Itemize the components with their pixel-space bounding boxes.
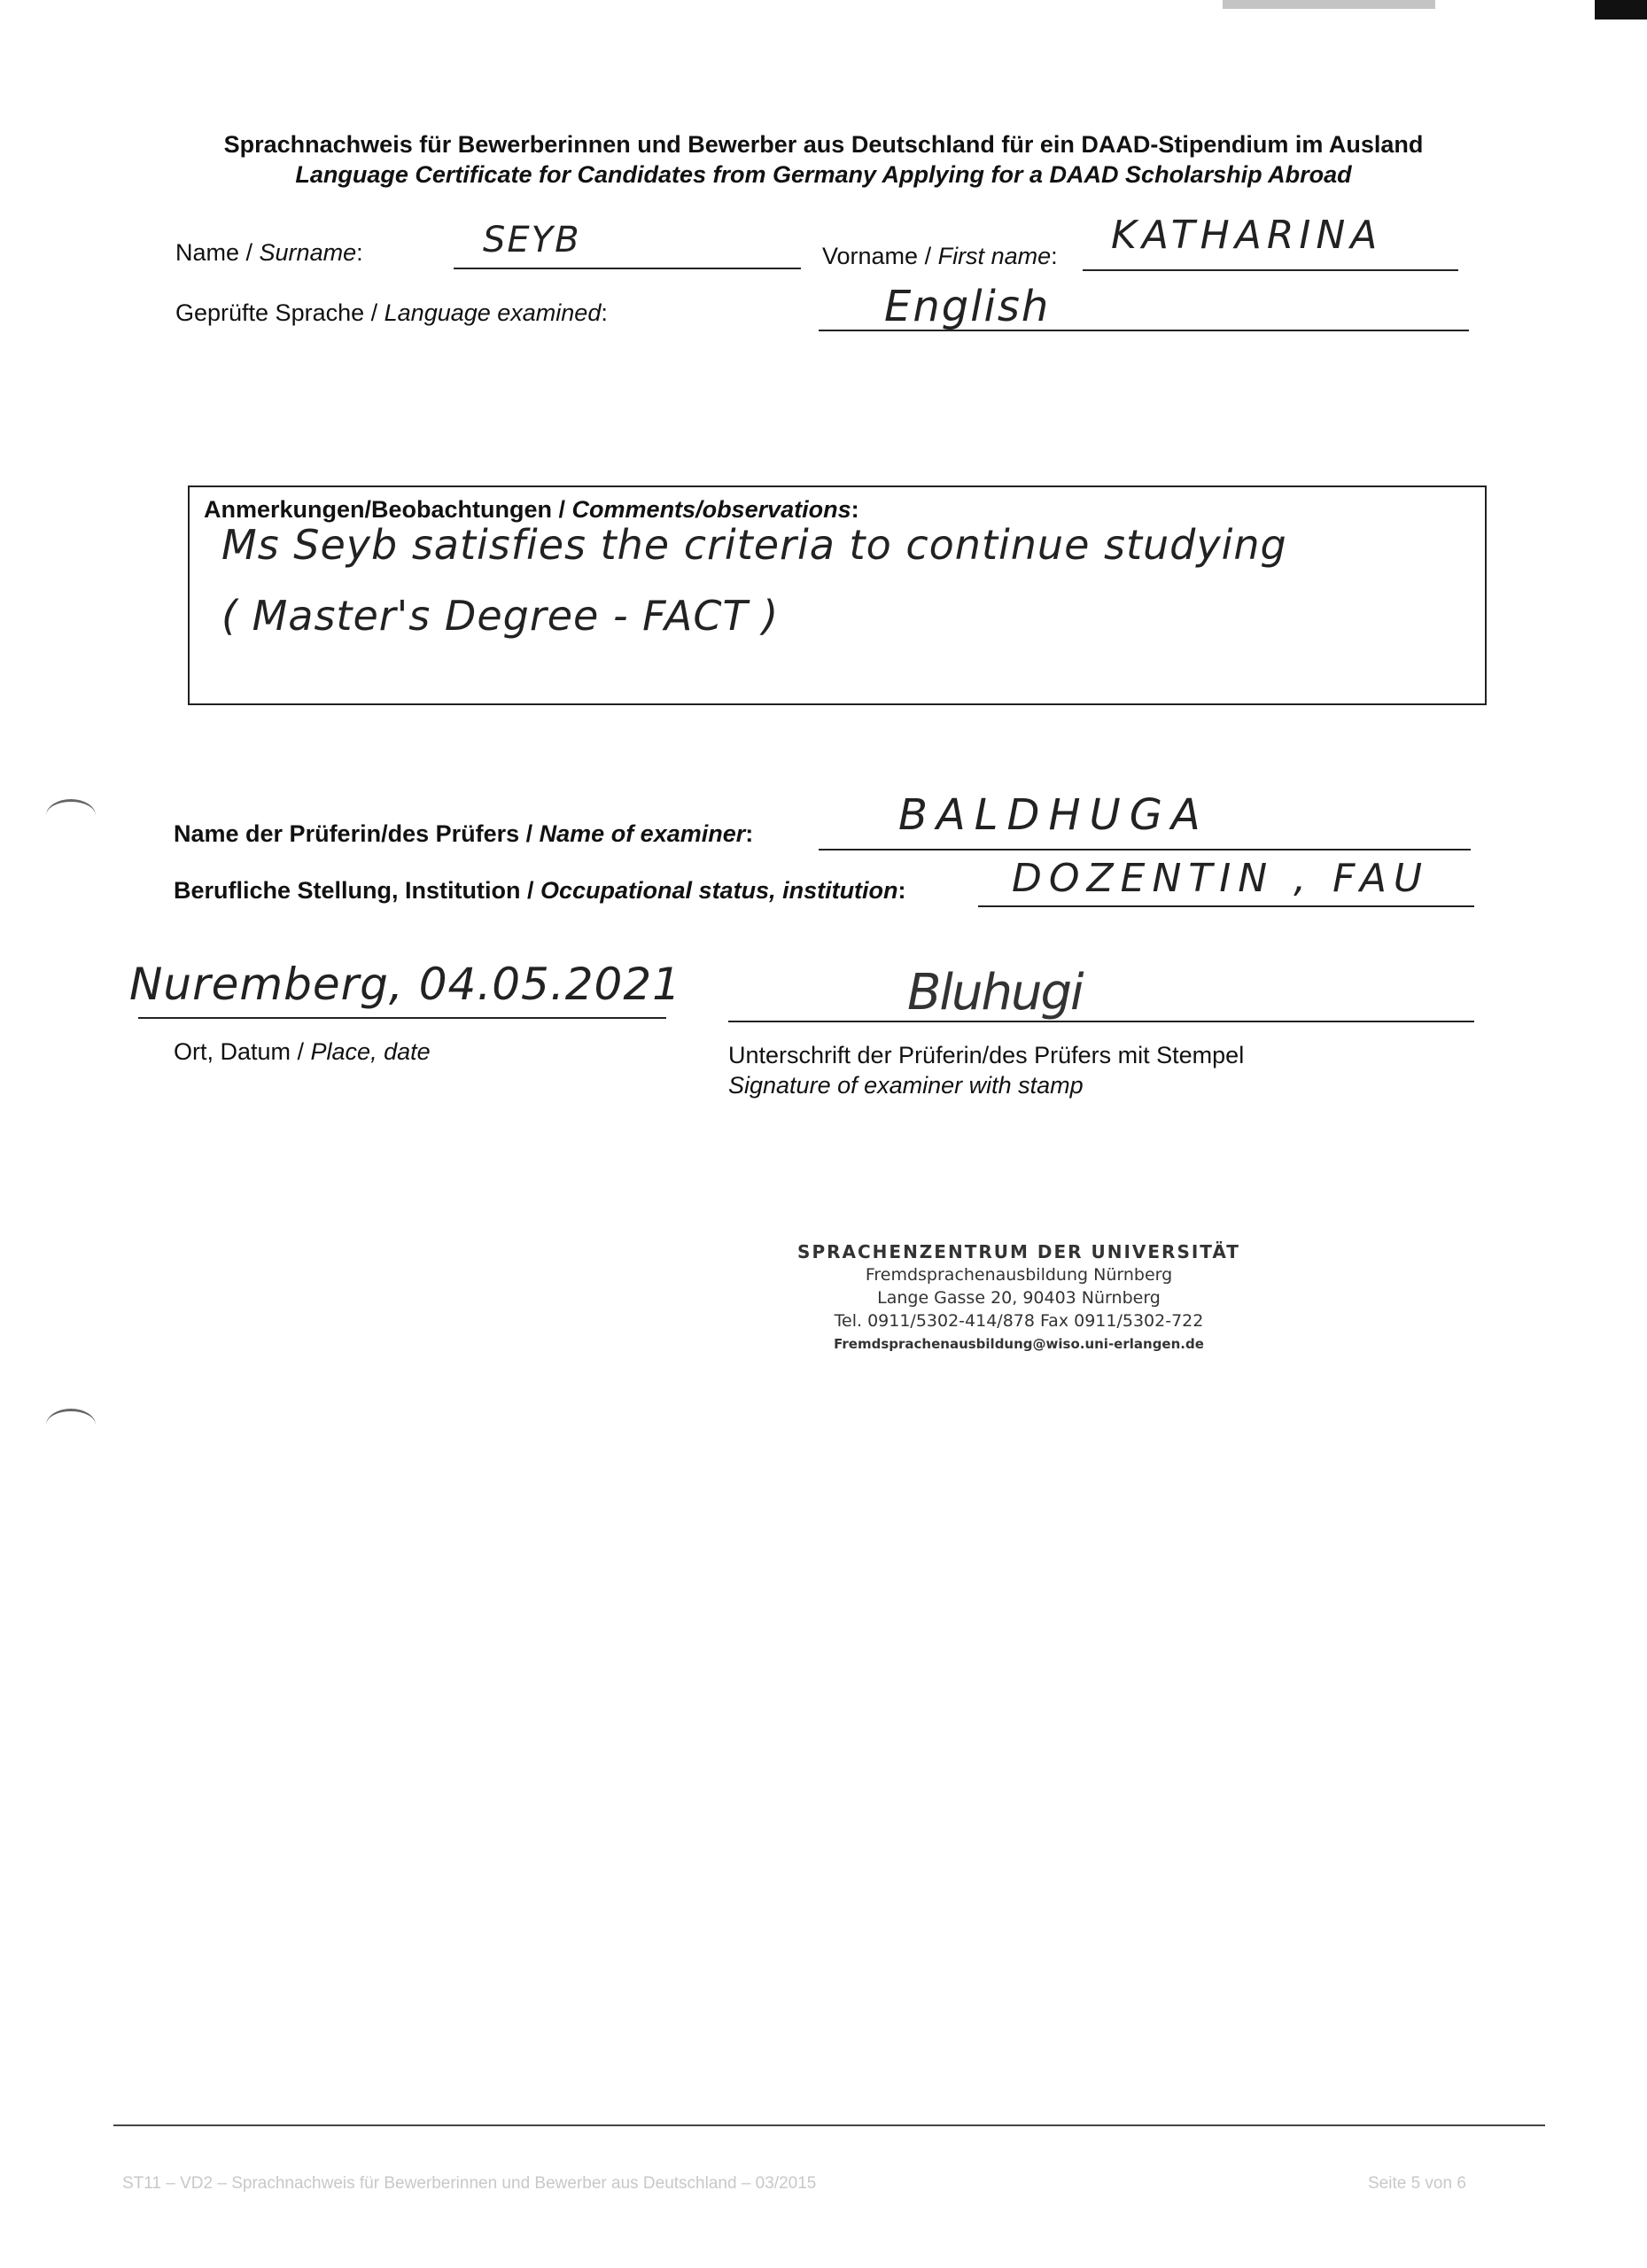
footer-rule <box>113 2124 1545 2126</box>
title-english: Language Certificate for Candidates from Germany Applying for a DAAD Scholarship Abroad <box>295 161 1352 188</box>
surname-label: Name / Surname: <box>175 239 363 266</box>
language-value: English <box>884 282 1051 331</box>
occupational-status-line <box>978 905 1474 907</box>
stamp-line-1: SPRACHENZENTRUM DER UNIVERSITÄT <box>797 1241 1240 1262</box>
place-date-label: Ort, Datum / Place, date <box>174 1038 431 1065</box>
signature-line <box>728 1021 1474 1022</box>
language-line <box>819 330 1469 331</box>
place-date-line <box>138 1017 666 1019</box>
occupational-status-label: Berufliche Stellung, Institution / Occupational status, institution: <box>174 877 906 904</box>
footer-page-number: Seite 5 von 6 <box>1368 2174 1466 2193</box>
scan-artifact-corner <box>1595 0 1647 19</box>
footer-document-id: ST11 – VD2 – Sprachnachweis für Bewerberinnen und Bewerber aus Deutschland – 03/2015 <box>122 2174 817 2193</box>
signature-label-english: Signature of examiner with stamp <box>728 1072 1084 1099</box>
title-german: Sprachnachweis für Bewerberinnen und Bewerber aus Deutschland für ein DAAD-Stipendium im Ausland <box>223 131 1424 158</box>
occupational-status-value: DOZENTIN , FAU <box>1012 856 1430 901</box>
punch-hole-mark-lower <box>46 1409 96 1441</box>
scan-artifact-top <box>1223 0 1435 9</box>
place-date-value: Nuremberg, 04.05.2021 <box>129 959 681 1010</box>
stamp-line-4: Tel. 0911/5302-414/878 Fax 0911/5302-722 <box>834 1311 1204 1331</box>
stamp-line-5: Fremdsprachenausbildung@wiso.uni-erlangen.de <box>834 1336 1204 1352</box>
firstname-value: KATHARINA <box>1111 213 1383 258</box>
examiner-signature: Bluhugi <box>907 964 1083 1021</box>
comments-line-2: ( Master's Degree - FACT ) <box>221 592 780 640</box>
examiner-name-line <box>819 849 1471 850</box>
stamp-line-3: Lange Gasse 20, 90403 Nürnberg <box>877 1288 1161 1308</box>
stamp-line-2: Fremdsprachenausbildung Nürnberg <box>865 1265 1173 1285</box>
surname-value: SEYB <box>483 220 581 260</box>
firstname-label: Vorname / First name: <box>822 243 1058 269</box>
examiner-name-value: BALDHUGA <box>898 790 1209 840</box>
comments-label: Anmerkungen/Beobachtungen / Comments/observations: <box>204 496 859 523</box>
firstname-line <box>1083 269 1458 271</box>
surname-line <box>454 268 801 269</box>
institution-stamp <box>797 1240 1240 1355</box>
comments-line-1: Ms Seyb satisfies the criteria to continue studying <box>221 521 1287 569</box>
punch-hole-mark-upper <box>46 799 96 832</box>
examiner-name-label: Name der Prüferin/des Prüfers / Name of examiner: <box>174 820 754 847</box>
signature-label-german: Unterschrift der Prüferin/des Prüfers mit Stempel <box>728 1042 1245 1068</box>
language-label: Geprüfte Sprache / Language examined: <box>175 299 608 326</box>
